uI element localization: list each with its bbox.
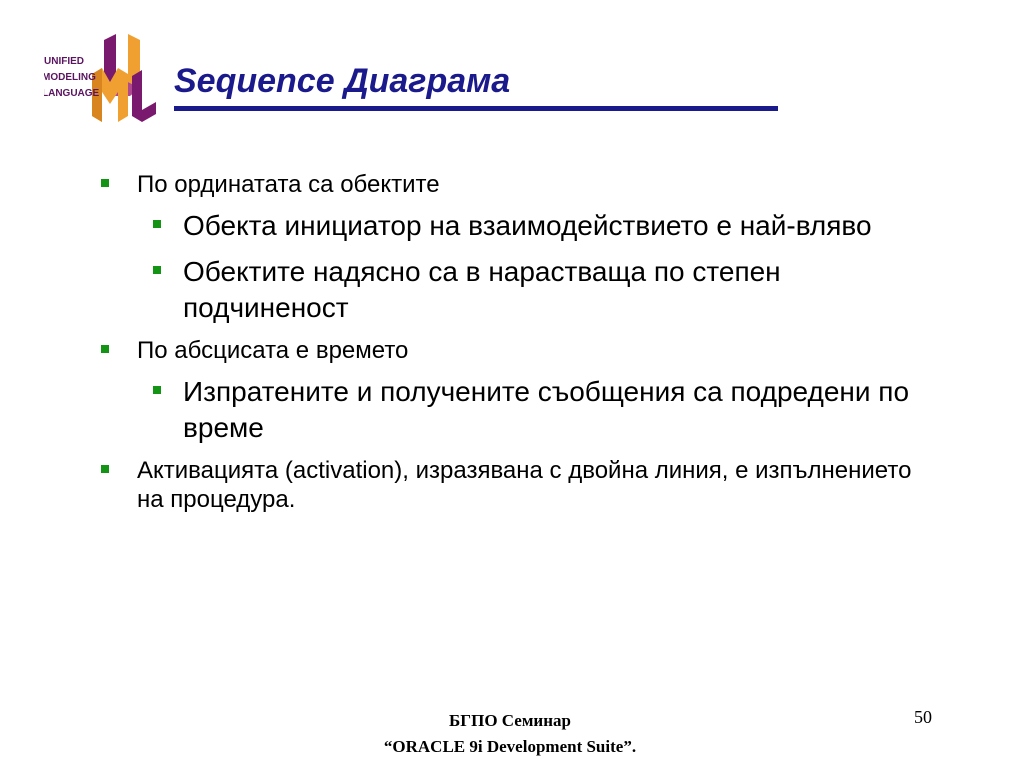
square-bullet-icon (153, 220, 161, 228)
uml-logo (44, 30, 160, 126)
bullet-text: Активацията (activation), изразявана с двойна линия, е изпълнението на процедура. (137, 457, 912, 513)
sub-bullet-item (100, 374, 930, 446)
square-bullet-icon (153, 386, 161, 394)
square-bullet-icon (101, 179, 109, 187)
logo-line-modeling: MODELING (44, 72, 96, 83)
square-bullet-icon (101, 465, 109, 473)
logo-line-language: LANGUAGE (44, 88, 100, 99)
bullet-item (100, 336, 930, 365)
page-number: 50 (914, 707, 932, 727)
footer-seminar: БГПО Семинар (449, 711, 571, 730)
bullet-item (100, 170, 930, 199)
bullet-text: По абсцисата е времето (137, 337, 409, 364)
sub-bullet-item (100, 254, 930, 326)
square-bullet-icon (101, 345, 109, 353)
title-underline (174, 106, 778, 111)
slide-title: Sequence Диаграма (174, 62, 511, 100)
sub-bullet-text: Обектите надясно са в нарастваща по степен подчиненост (183, 256, 781, 323)
sub-bullet-text: Изпратените и получените съобщения са подредени по време (183, 376, 910, 443)
bullet-text: По ординатата са обектите (137, 171, 440, 198)
logo-line-unified: UNIFIED (44, 56, 84, 67)
sub-bullet-item (100, 208, 930, 244)
square-bullet-icon (153, 266, 161, 274)
bullet-list (100, 170, 930, 523)
sub-bullet-text: Обекта инициатор на взаимодействието е най-вляво (183, 210, 872, 241)
bullet-item (100, 456, 930, 514)
footer-course: “ORACLE 9i Development Suite”. (383, 737, 637, 756)
slide-footer (340, 708, 680, 760)
